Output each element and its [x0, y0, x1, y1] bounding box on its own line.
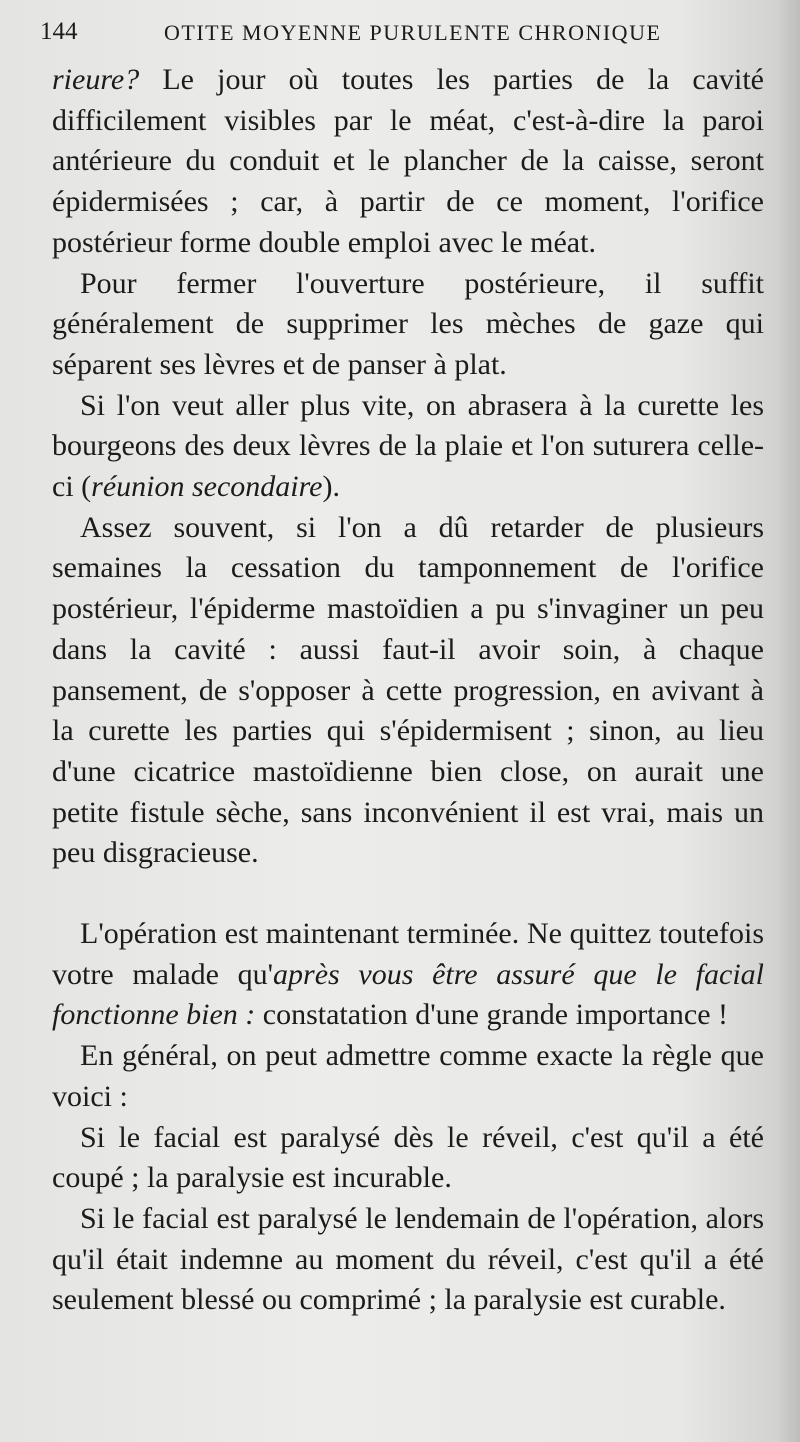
- paragraph-5: [52, 914, 764, 1036]
- paragraph-7: Si le facial est paralysé dès le réveil, c'est qu'il a été coupé ; la paralysie est incurable.: [52, 1120, 764, 1195]
- paragraph-3: [52, 386, 764, 508]
- paragraph-8: Si le facial est paralysé le lendemain de l'opération, alors qu'il était indemne au moment du réveil, c'est qu'il a été seulement blessé ou comprimé ; la paralysie est curable.: [52, 1201, 764, 1317]
- paragraph-text: ).: [322, 470, 340, 504]
- paragraph-6: En général, on peut admettre comme exacte la règle que voici :: [52, 1039, 764, 1113]
- paragraph-text: Si l'on veut aller plus vite, on abrasera à la curette les bourgeons des deux lèvres de la plaie et l'on suturera celle-ci (: [52, 388, 764, 504]
- paragraph-4: Assez souvent, si l'on a dû retarder de plusieurs semaines la cessation du tamponnement de l'orifice postérieur, l'épiderme mastoïdien a pu s'invaginer un peu dans la cavité : aussi faut-il avoir soin, à chaque pansement, de s'opposer à cette progression, en avivant à la curette les parties qui s'épidermisent ; sinon, au lieu d'une cicatrice mastoïdienne bien close, on aurait une petite fistule sèche, sans inconvénient il est vrai, mais un peu disgracieuse.: [52, 510, 764, 870]
- body-text: [52, 60, 764, 1321]
- paragraph-1: [52, 60, 764, 264]
- paragraph-text: Le jour où toutes les parties de la cavité difficilement visibles par le méat, c'est-à-dire la paroi antérieure du conduit et le plancher de la caisse, seront épidermisées ; car, à partir de ce moment, l'orifice postérieur forme double emploi avec le méat.: [52, 63, 764, 259]
- paragraph-text: constatation d'une grande importance !: [255, 998, 729, 1032]
- italic-phrase: après vous être assuré que le facial fonctionne bien :: [52, 957, 764, 1032]
- page-header: [30, 16, 770, 50]
- page-number: 144: [40, 18, 78, 45]
- running-title: OTITE MOYENNE PURULENTE CHRONIQUE: [164, 20, 662, 45]
- italic-phrase: réunion secondaire: [91, 470, 323, 504]
- paragraph-text: L'opération est maintenant terminée. Ne quittez toutefois votre malade qu': [52, 917, 764, 991]
- italic-word: rieure?: [52, 63, 140, 96]
- paragraph-2: Pour fermer l'ouverture postérieure, il suffit généralement de supprimer les mèches de gaze qui séparent ses lèvres et de panser à plat.: [52, 266, 764, 381]
